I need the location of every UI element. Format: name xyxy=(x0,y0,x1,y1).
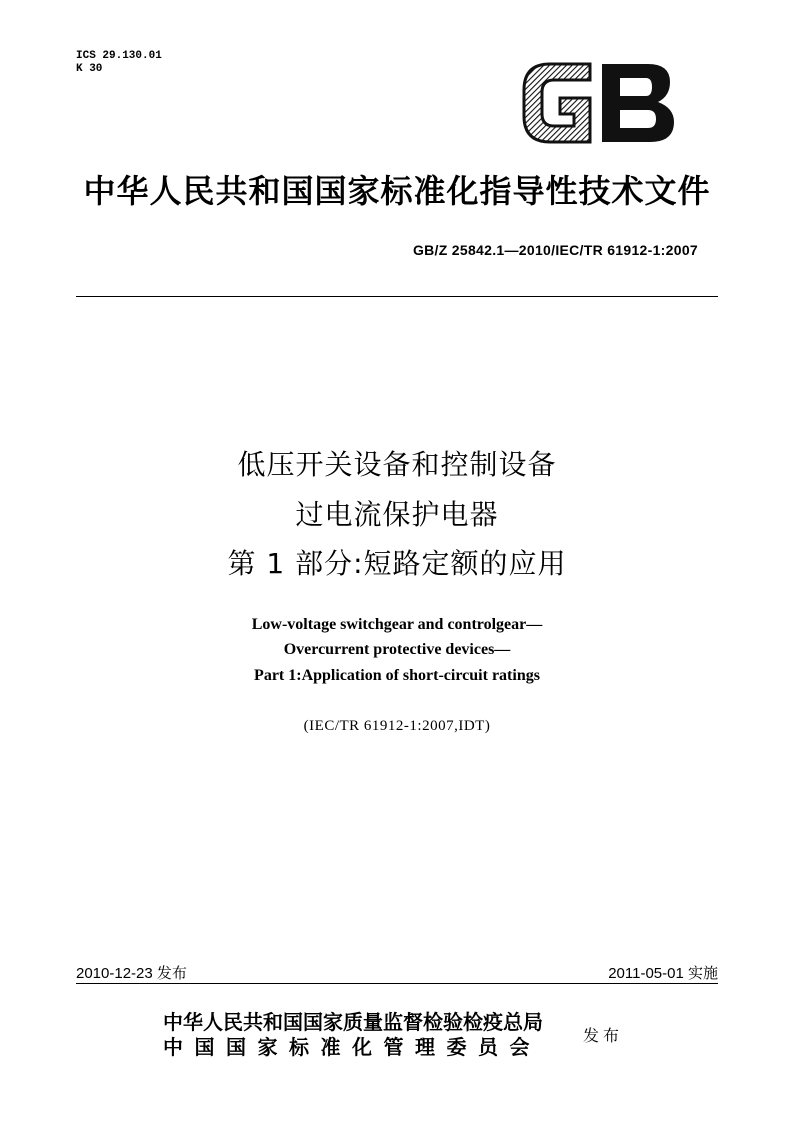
implementation-date: 2011-05-01 实施 xyxy=(608,965,718,982)
gb-logo-icon xyxy=(520,60,678,146)
standard-number: GB/Z 25842.1—2010/IEC/TR 61912-1:2007 xyxy=(412,242,698,258)
chinese-title-line-1: 低压开关设备和控制设备 xyxy=(237,448,557,481)
classification-codes xyxy=(76,50,162,76)
ccs-code: K 30 xyxy=(76,63,103,75)
english-title-line-2: Overcurrent protective devices— xyxy=(283,641,511,658)
english-title-line-3: Part 1:Application of short-circuit ratings xyxy=(254,667,540,684)
bottom-divider xyxy=(76,983,718,984)
issuer-sac: 中国国家标准化管理委员会 xyxy=(163,1035,541,1059)
top-divider xyxy=(76,296,718,297)
publish-label: 发布 xyxy=(583,1026,624,1045)
ics-code: ICS 29.130.01 xyxy=(76,50,162,62)
chinese-title-line-3: 第 1 部分:短路定额的应用 xyxy=(227,547,567,580)
equivalence-note: (IEC/TR 61912-1:2007,IDT) xyxy=(303,718,491,734)
chinese-title-line-2: 过电流保护电器 xyxy=(295,498,499,531)
document-type: 中华人民共和国国家标准化指导性技术文件 xyxy=(83,172,711,210)
issuer-aqsiq: 中华人民共和国国家质量监督检验检疫总局 xyxy=(163,1010,543,1034)
english-title-line-1: Low-voltage switchgear and controlgear— xyxy=(251,616,543,633)
issue-date: 2010-12-23 发布 xyxy=(76,965,187,982)
